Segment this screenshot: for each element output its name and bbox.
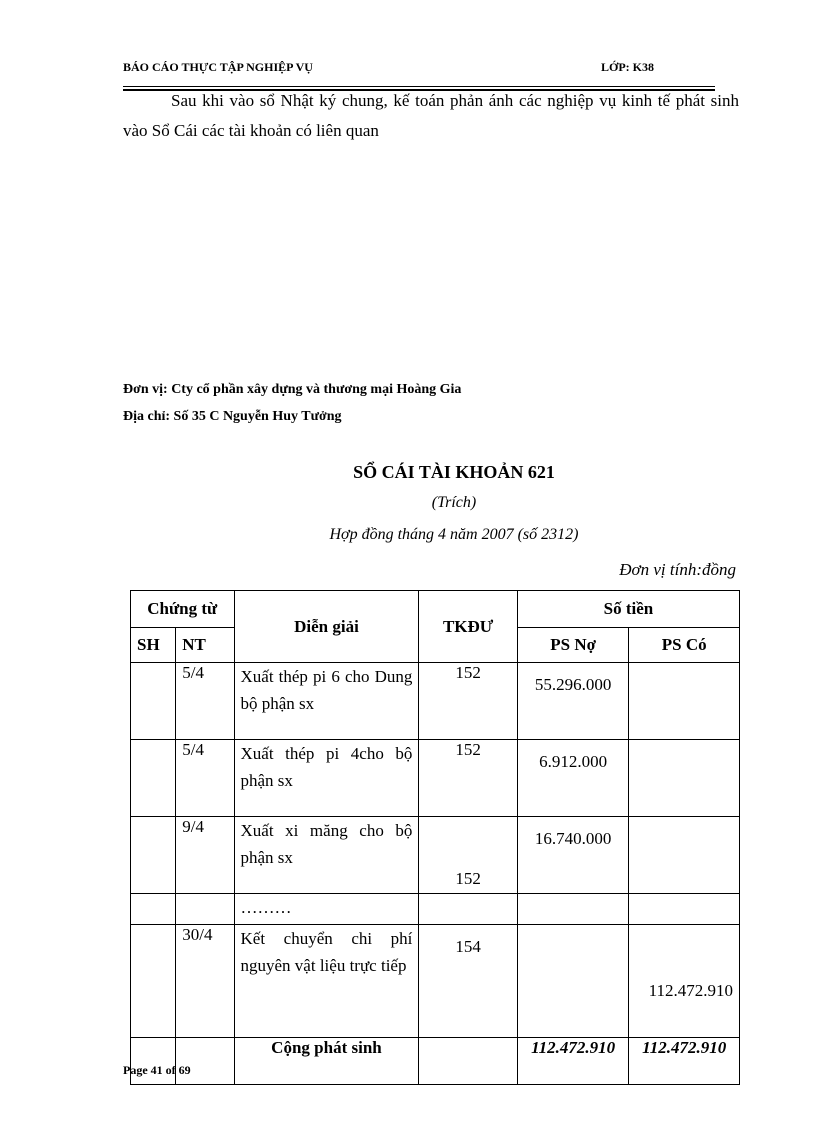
debit-cell: 16.740.000 bbox=[517, 817, 629, 894]
company-unit: Đơn vị: Cty cổ phần xây dựng và thương mại Hoàng Gia bbox=[123, 382, 462, 397]
nt-cell: 5/4 bbox=[176, 663, 234, 740]
sh-cell bbox=[131, 925, 176, 1038]
description-cell: Xuất thép pi 4cho bộ phận sx bbox=[234, 740, 419, 817]
account-cell: 152 bbox=[419, 740, 517, 817]
nt-cell: 30/4 bbox=[176, 925, 234, 1038]
total-credit: 112.472.910 bbox=[629, 1038, 740, 1085]
total-label: Cộng phát sinh bbox=[234, 1038, 419, 1085]
page-number: Page 41 of 69 bbox=[123, 1063, 191, 1077]
table-row bbox=[131, 817, 740, 894]
nt-cell bbox=[176, 894, 234, 925]
account-cell: 152 bbox=[419, 817, 517, 894]
nt-header: NT bbox=[176, 628, 234, 663]
credit-cell bbox=[629, 894, 740, 925]
intro-paragraph: Sau khi vào sổ Nhật ký chung, kế toán phản ánh các nghiệp vụ kinh tế phát sinh vào Sổ Cái các tài khoản có liên quan bbox=[123, 91, 739, 140]
table-row bbox=[131, 663, 740, 740]
sh-cell bbox=[131, 894, 176, 925]
account-header: TKĐƯ bbox=[419, 591, 517, 663]
debit-cell: 6.912.000 bbox=[517, 740, 629, 817]
nt-cell: 5/4 bbox=[176, 740, 234, 817]
credit-cell bbox=[629, 817, 740, 894]
ledger-subtitle: (Trích) bbox=[431, 494, 477, 511]
company-info bbox=[123, 376, 461, 430]
account-cell: 154 bbox=[419, 925, 517, 1038]
voucher-header: Chứng từ bbox=[131, 591, 235, 628]
debit-cell bbox=[517, 925, 629, 1038]
company-address: Địa chỉ: Số 35 C Nguyễn Huy Tưởng bbox=[123, 409, 342, 424]
table-row bbox=[131, 894, 740, 925]
report-title: BÁO CÁO THỰC TẬP NGHIỆP VỤ bbox=[123, 60, 313, 74]
sh-header: SH bbox=[131, 628, 176, 663]
account-cell: 152 bbox=[419, 663, 517, 740]
description-cell: Kết chuyển chi phí nguyên vật liệu trực tiếp bbox=[234, 925, 419, 1038]
ledger-contract: Hợp đồng tháng 4 năm 2007 (số 2312) bbox=[329, 526, 579, 543]
total-row bbox=[131, 1038, 740, 1085]
ledger-title: SỔ CÁI TÀI KHOẢN 621 bbox=[353, 462, 555, 482]
credit-cell bbox=[629, 740, 740, 817]
debit-cell: 55.296.000 bbox=[517, 663, 629, 740]
description-cell: Xuất thép pi 6 cho Dung bộ phận sx bbox=[234, 663, 419, 740]
description-cell: Xuất xi măng cho bộ phận sx bbox=[234, 817, 419, 894]
header-row bbox=[131, 591, 740, 628]
credit-cell bbox=[629, 663, 740, 740]
credit-cell: 112.472.910 bbox=[629, 925, 740, 1038]
description-cell: ……… bbox=[234, 894, 419, 925]
debit-header: PS Nợ bbox=[517, 628, 629, 663]
sh-cell bbox=[131, 663, 176, 740]
account-cell bbox=[419, 1038, 517, 1085]
ledger-table bbox=[130, 590, 740, 1085]
nt-cell: 9/4 bbox=[176, 817, 234, 894]
credit-header: PS Có bbox=[629, 628, 740, 663]
currency-unit: Đơn vị tính:đồng bbox=[619, 560, 736, 579]
table-row bbox=[131, 740, 740, 817]
debit-cell bbox=[517, 894, 629, 925]
sh-cell bbox=[131, 740, 176, 817]
amount-header: Số tiền bbox=[517, 591, 739, 628]
account-cell bbox=[419, 894, 517, 925]
total-debit: 112.472.910 bbox=[517, 1038, 629, 1085]
sh-cell bbox=[131, 817, 176, 894]
class-label: LỚP: K38 bbox=[601, 60, 654, 74]
table-row bbox=[131, 925, 740, 1038]
description-header: Diễn giải bbox=[234, 591, 419, 663]
